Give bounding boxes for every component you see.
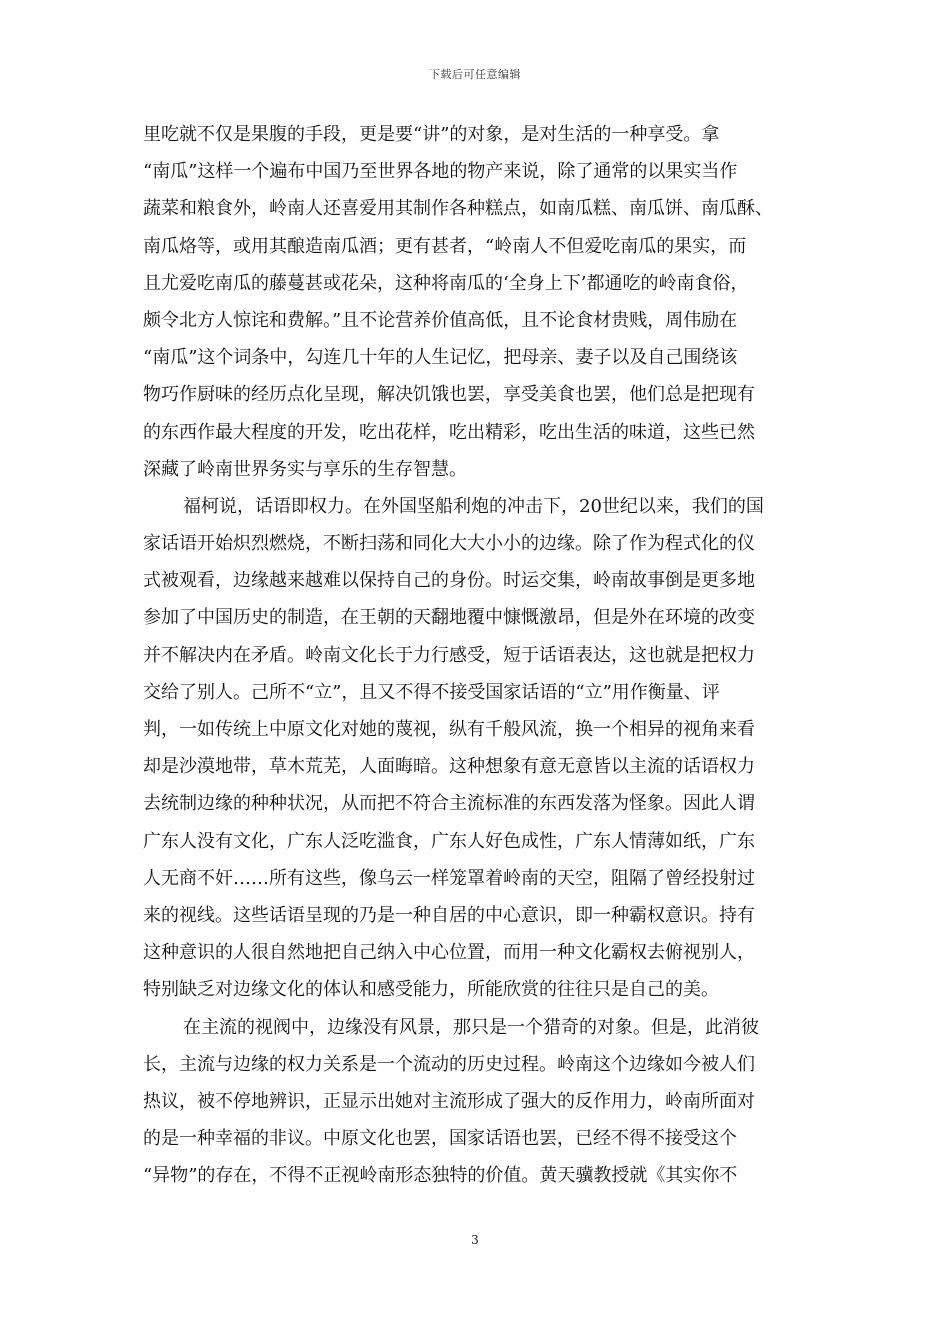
page-header: 下载后可任意编辑 — [429, 68, 521, 81]
text-line: “南瓜”这样一个遍布中国乃至世界各地的物产来说，除了通常的以果实当作 — [143, 161, 738, 183]
text-line: 南瓜烙等，或用其酿造南瓜酒；更有甚者，“岭南人不但爱吃南瓜的果实，而 — [143, 235, 747, 257]
text-line: 的是一种幸福的非议。中原文化也罢，国家话语也罢，已经不得不接受这个 — [143, 1128, 737, 1150]
text-line: 人无商不奸……所有这些，像乌云一样笼罩着岭南的天空，阻隔了曾经投射过 — [143, 867, 755, 889]
text-line: 式被观看，边缘越来越难以保持自己的身份。时运交集，岭南故事倒是更多地 — [143, 570, 755, 592]
text-line: 在主流的视阀中，边缘没有风景，那只是一个猎奇的对象。但是，此消彼 — [183, 1016, 759, 1038]
text-line: “南瓜”这个词条中，勾连几十年的人生记忆，把母亲、妻子以及自己围绕该 — [143, 347, 738, 369]
text-line: 颇令北方人惊诧和费解。”且不论营养价值高低，且不论食材贵贱，周伟励在 — [143, 309, 738, 331]
text-line: 来的视线。这些话语呈现的乃是一种自居的中心意识，即一种霸权意识。持有 — [143, 904, 755, 926]
text-line: “异物”的存在，不得不正视岭南形态独特的价值。黄天骥教授就《其实你不 — [143, 1165, 738, 1187]
text-line: 判，一如传统上中原文化对她的蔑视，纵有千般风流，换一个相异的视角来看 — [143, 719, 755, 740]
text-line: 家话语开始炽烈燃烧，不断扫荡和同化大大小小的边缘。除了作为程式化的仪 — [143, 533, 755, 555]
text-line: 参加了中国历史的制造，在王朝的天翻地覆中慷慨激昂，但是外在环境的改变 — [143, 607, 755, 629]
text-line: 长，主流与边缘的权力关系是一个流动的历史过程。岭南这个边缘如今被人们 — [143, 1053, 755, 1075]
text-line: 的东西作最大程度的开发，吃出花样，吃出精彩，吃出生活的味道，这些已然 — [143, 421, 755, 443]
text-line: 深藏了岭南世界务实与享乐的生存智慧。 — [143, 458, 467, 480]
text-line: 且尤爱吃南瓜的藤蔓甚或花朵，这种将南瓜的‘全身上下’都通吃的岭南食俗， — [143, 272, 749, 294]
text-line: 蔬菜和粮食外，岭南人还喜爱用其制作各种糕点，如南瓜糕、南瓜饼、南瓜酥、 — [143, 198, 773, 220]
text-line: 热议，被不停地辨识，正显示出她对主流形成了强大的反作用力，岭南所面对 — [143, 1090, 755, 1112]
paragraph-1 — [143, 116, 807, 488]
document-body — [143, 116, 807, 1194]
paragraph-3 — [143, 1009, 807, 1195]
paragraph-2 — [143, 488, 807, 1009]
text-line: 交给了别人。己所不“立”，且又不得不接受国家话语的“立”用作衡量、评 — [143, 681, 720, 703]
text-line: 去统制边缘的种种状况，从而把不符合主流标准的东西发落为怪象。因此人谓 — [143, 793, 755, 815]
text-line: 特别缺乏对边缘文化的体认和感受能力，所能欣赏的往往只是自己的美。 — [143, 979, 719, 1001]
text-line: 福柯说，话语即权力。在外国坚船利炮的冲击下，20世纪以来，我们的国 — [183, 495, 764, 517]
text-line: 却是沙漠地带，草木荒芜，人面晦暗。这种想象有意无意皆以主流的话语权力 — [143, 756, 755, 778]
text-line: 并不解决内在矛盾。岭南文化长于力行感受，短于话语表达，这也就是把权力 — [143, 644, 755, 666]
text-line: 广东人没有文化，广东人泛吃滥食，广东人好色成性，广东人情薄如纸，广东 — [143, 830, 755, 852]
text-line: 物巧作厨味的经历点化呈现，解决饥饿也罢，享受美食也罢，他们总是把现有 — [143, 384, 755, 406]
text-line: 这种意识的人很自然地把自己纳入中心位置，而用一种文化霸权去俯视别人， — [143, 942, 755, 964]
text-line: 里吃就不仅是果腹的手段，更是要“讲”的对象，是对生活的一种享受。拿 — [143, 124, 720, 145]
page-number: 3 — [471, 1233, 479, 1247]
